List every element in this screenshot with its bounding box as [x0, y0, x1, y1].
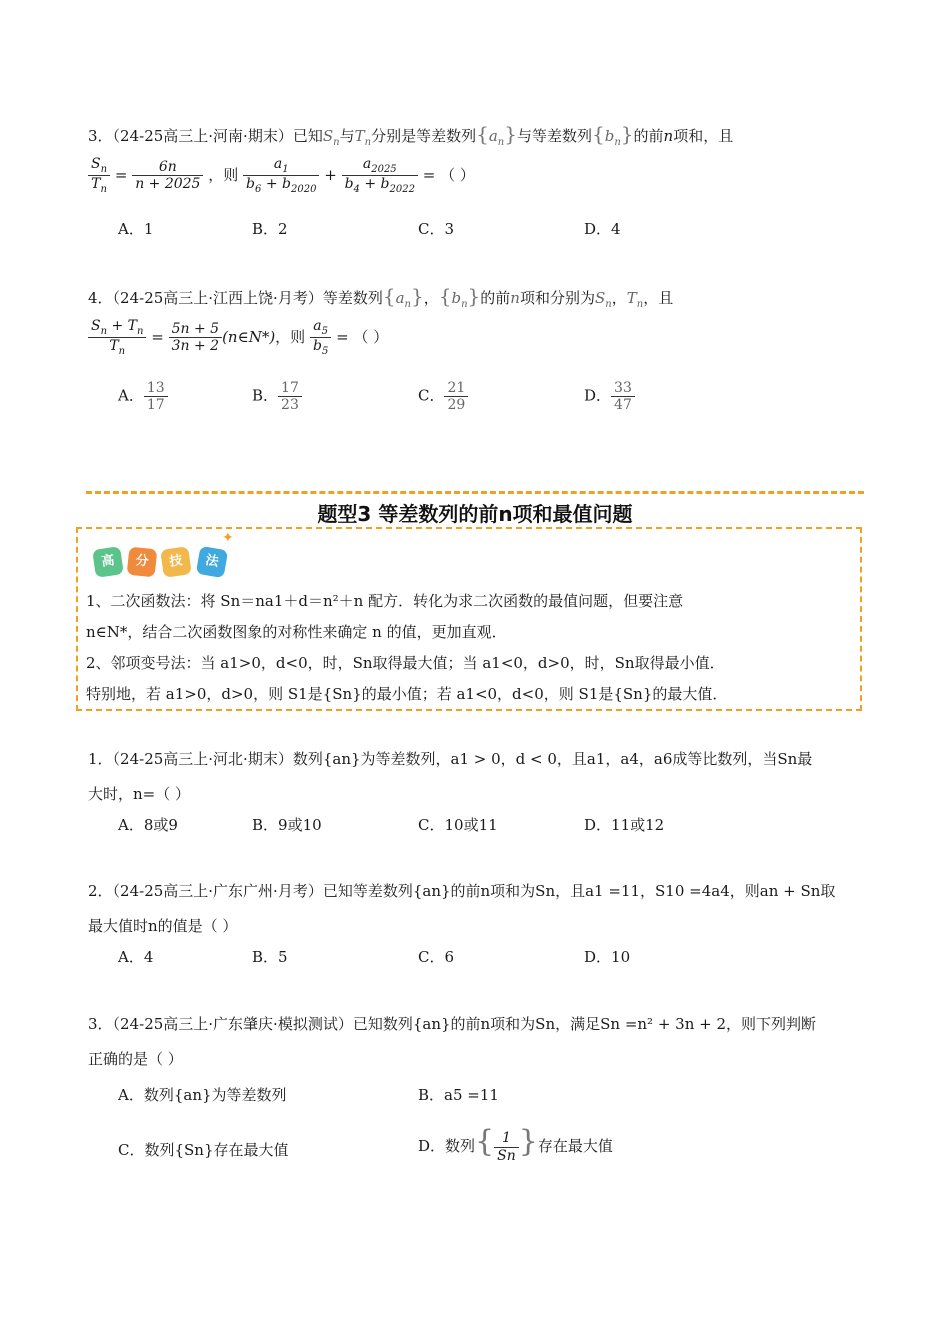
tip-line-2b: 特别地，若 a1>0，d>0，则 S1是{Sn}的最小值；若 a1<0，d<0，则 S1是{Sn}的最大值． [86, 685, 728, 703]
p1-source: （24-25高三上·河北·期末） [112, 750, 293, 768]
q4-source: （24-25高三上·江西上饶·月考） [112, 289, 323, 307]
q4-formula: $\frac{S_n + T_n}{T_n}$ = $\frac{5n + 5}{3n + 2}$ (n∈N*)，则 $\frac{a_5}{b_5}$ = （ ） [88, 318, 388, 358]
p2-source: （24-25高三上·广东广州·月考） [112, 882, 323, 900]
p3-source: （24-25高三上·广东肇庆·模拟测试） [112, 1015, 353, 1033]
q3-option-b: B．2 [252, 220, 288, 238]
p2-number: 2． [88, 882, 113, 900]
p2-option-a: A．4 [118, 948, 154, 966]
p3-option-d: D．数列{ $\frac{1}{Sn}$ }存在最大值 [418, 1124, 613, 1164]
p1-line2: 大时，n=（ ） [88, 785, 190, 803]
tip-line-1b: n∈N*，结合二次函数图象的对称性来确定 n 的值，更加直观． [86, 623, 507, 641]
q3-ratio-rhs: $\frac{6n}{n + 2025}$ [132, 159, 203, 192]
q3-term2: $\frac{a_{2025}}{b_4 + b_{2022}}$ [342, 156, 418, 196]
p3-option-a: A．数列{an}为等差数列 [118, 1086, 287, 1104]
q4-ratio: $\frac{a_5}{b_5}$ [310, 318, 331, 358]
p1-option-a: A．8或9 [118, 816, 178, 834]
p1-option-b: B．9或10 [252, 816, 322, 834]
badge-ji-icon: 技 [160, 546, 192, 578]
q4-option-d: D． $\frac{33}{47}$ [584, 380, 635, 413]
p2-option-d: D．10 [584, 948, 631, 966]
q4-line1: 4．（24-25高三上·江西上饶·月考）等差数列$\{a_n\}$，$\{b_n\}$的前n项和分别为$S_n$，$T_n$，且 [88, 284, 674, 310]
p3-option-c: C．数列{Sn}存在最大值 [118, 1141, 289, 1159]
p2-line2: 最大值时n的值是（ ） [88, 917, 238, 935]
sparkle-icon: ✦ [222, 530, 234, 546]
q3-line1: 3．（24-25高三上·河南·期末）已知$S_n$与$T_n$分别是等差数列$\{a_n\}$与等差数列$\{b_n\}$的前n项和，且 [88, 122, 734, 148]
badge-fen-icon: 分 [127, 547, 158, 578]
q3-number: 3． [88, 127, 113, 145]
p1-number: 1． [88, 750, 113, 768]
q3-ratio-lhs: $\frac{S_n}{T_n}$ [88, 156, 110, 196]
p1-option-c: C．10或11 [418, 816, 498, 834]
q3-term1: $\frac{a_1}{b_6 + b_{2020}}$ [243, 156, 319, 196]
p1-line1: 1．（24-25高三上·河北·期末）数列{an}为等差数列，a1 > 0，d < 0，且a1，a4，a6成等比数列，当Sn最 [88, 750, 813, 768]
p3-line2: 正确的是（ ） [88, 1050, 183, 1068]
q4-option-a: A． $\frac{13}{17}$ [118, 380, 168, 413]
q3-option-a: A．1 [118, 220, 154, 238]
tip-line-1a: 1、二次函数法：将 Sn＝na1＋d＝n²＋n 配方．转化为求二次函数的最值问题，但要注意 [86, 592, 684, 610]
q3-option-c: C．3 [418, 220, 455, 238]
q4-rhs: $\frac{5n + 5}{3n + 2}$ [169, 321, 222, 354]
q4-number: 4． [88, 289, 113, 307]
q3-option-d: D．4 [584, 220, 621, 238]
q4-option-b: B． $\frac{17}{23}$ [252, 380, 302, 413]
badge-gao-icon: 高 [92, 546, 124, 578]
p3-number: 3． [88, 1015, 113, 1033]
badge-fa-icon: 法 [196, 546, 228, 578]
q4-option-c: C． $\frac{21}{29}$ [418, 380, 468, 413]
tip-line-2a: 2、邻项变号法：当 a1>0，d<0，时，Sn取得最大值；当 a1<0，d>0，时，Sn取得最小值． [86, 654, 725, 672]
p3-line1: 3．（24-25高三上·广东肇庆·模拟测试）已知数列{an}的前n项和为Sn，满足Sn =n² + 3n + 2，则下列判断 [88, 1015, 817, 1033]
section-title: 题型3 等差数列的前n项和最值问题 [317, 502, 633, 526]
p3-option-b: B．a5 =11 [418, 1086, 499, 1104]
p2-option-b: B．5 [252, 948, 288, 966]
section-divider-top [86, 491, 864, 494]
p2-line1: 2．（24-25高三上·广东广州·月考）已知等差数列{an}的前n项和为Sn，且a1 =11，S10 =4a4，则an + Sn取 [88, 882, 836, 900]
q3-formula: $\frac{S_n}{T_n}$ = $\frac{6n}{n + 2025}$ ，则 $\frac{a_1}{b_6 + b_{2020}}$ + $\frac{a_{2025}}{b_4 + b_{2022}}$ = （ ） [88, 156, 475, 196]
q4-lhs: $\frac{S_n + T_n}{T_n}$ [88, 318, 146, 358]
q3-source: （24-25高三上·河南·期末） [112, 127, 293, 145]
p1-option-d: D．11或12 [584, 816, 665, 834]
p2-option-c: C．6 [418, 948, 455, 966]
